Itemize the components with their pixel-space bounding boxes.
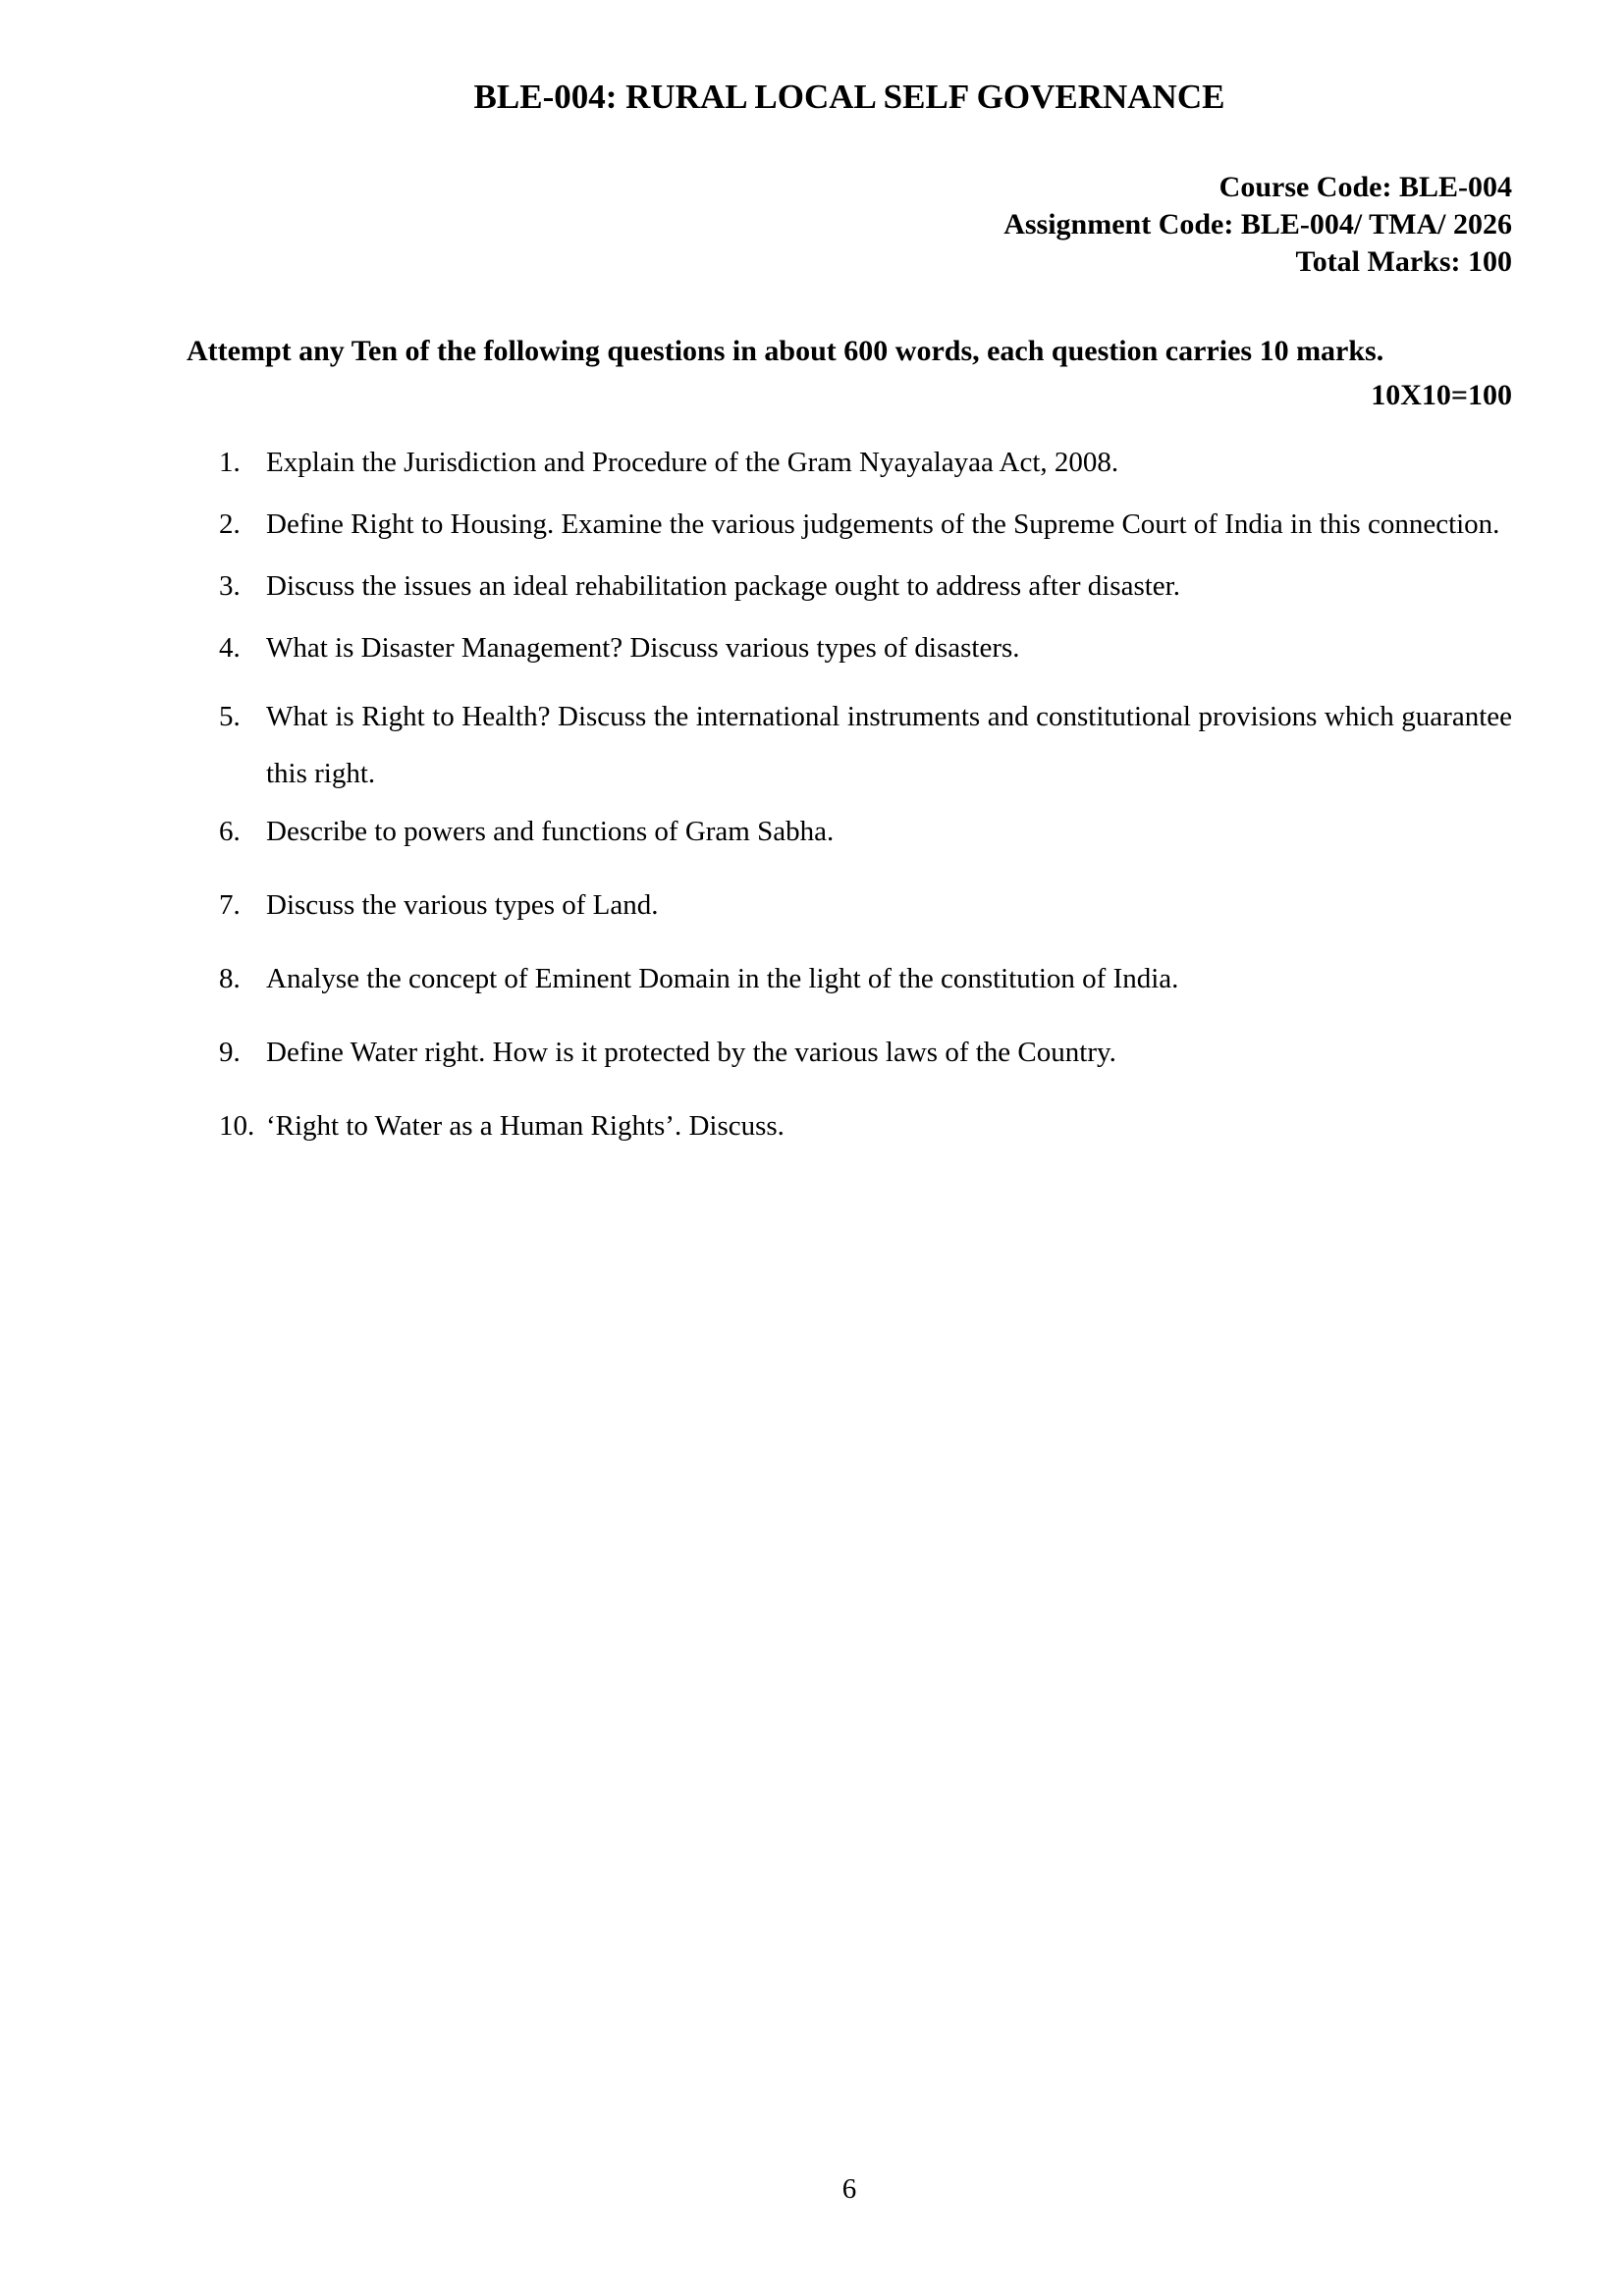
question-number: 5.	[219, 701, 241, 732]
question-text: Define Water right. How is it protected by the various laws of the Country.	[266, 1037, 1116, 1068]
question-text: What is Right to Health? Discuss the international instruments and constitutional provisions which guarantee this right.	[266, 701, 1512, 789]
page-number: 6	[841, 2173, 857, 2205]
question-text: Describe to powers and functions of Gram Sabha.	[266, 816, 835, 847]
course-code: Course Code: BLE-004	[1218, 171, 1512, 203]
question-number: 10.	[219, 1110, 255, 1142]
question-item	[187, 1104, 1512, 1148]
question-item	[187, 810, 1512, 854]
instructions	[187, 332, 1512, 415]
question-text: ‘Right to Water as a Human Rights’. Discuss.	[266, 1110, 785, 1142]
question-text: Explain the Jurisdiction and Procedure of the Gram Nyayalayaa Act, 2008.	[266, 447, 1119, 478]
page-title: BLE-004: RURAL LOCAL SELF GOVERNANCE	[473, 78, 1225, 116]
question-item	[187, 688, 1512, 802]
question-text: Discuss the issues an ideal rehabilitation package ought to address after disaster.	[266, 570, 1180, 602]
question-item	[187, 1031, 1512, 1075]
question-text: Discuss the various types of Land.	[266, 889, 659, 921]
question-list	[187, 441, 1512, 1148]
total-marks: Total Marks: 100	[1295, 245, 1512, 278]
assignment-meta	[187, 169, 1512, 281]
question-item	[187, 626, 1512, 670]
question-number: 3.	[219, 570, 241, 602]
question-number: 4.	[219, 632, 241, 664]
question-item	[187, 503, 1512, 547]
question-item	[187, 441, 1512, 485]
question-text: Define Right to Housing. Examine the various judgements of the Supreme Court of India in this connection.	[266, 508, 1500, 540]
question-item	[187, 957, 1512, 1001]
question-item	[187, 564, 1512, 609]
question-number: 9.	[219, 1037, 241, 1068]
question-number: 2.	[219, 508, 241, 540]
question-text: What is Disaster Management? Discuss various types of disasters.	[266, 632, 1020, 664]
question-number: 6.	[219, 816, 241, 847]
assignment-code: Assignment Code: BLE-004/ TMA/ 2026	[1003, 208, 1512, 240]
question-number: 1.	[219, 447, 241, 478]
marks-formula: 10X10=100	[1371, 379, 1512, 411]
question-number: 7.	[219, 889, 241, 921]
question-item	[187, 883, 1512, 928]
question-number: 8.	[219, 963, 241, 994]
instruction-text: Attempt any Ten of the following questions in about 600 words, each question carries 10 marks.	[187, 335, 1384, 367]
question-text: Analyse the concept of Eminent Domain in the light of the constitution of India.	[266, 963, 1179, 994]
